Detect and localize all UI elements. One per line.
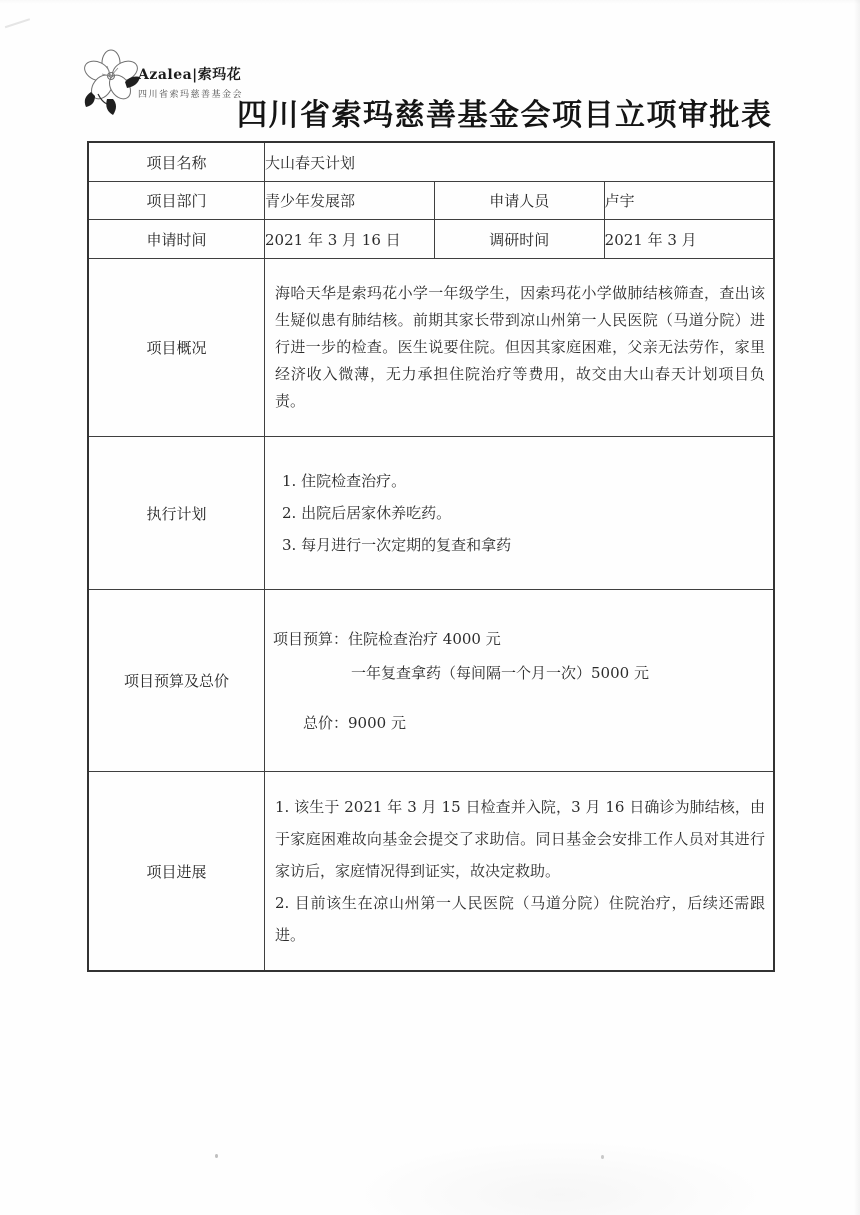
progress-cell <box>265 772 775 972</box>
progress-block <box>265 791 773 951</box>
apply-date-label: 申请时间 <box>88 220 265 259</box>
overview-label: 项目概况 <box>88 259 265 437</box>
progress-item: 2. 目前该生在凉山州第一人民医院（马道分院）住院治疗，后续还需跟进。 <box>275 894 765 944</box>
plan-list <box>265 465 773 561</box>
plan-label: 执行计划 <box>88 437 265 590</box>
table-row <box>88 772 774 972</box>
table-row <box>88 182 774 220</box>
budget-total: 总价：9000 元 <box>303 713 406 732</box>
table-row <box>88 142 774 182</box>
department-value: 青少年发展部 <box>265 182 435 220</box>
apply-date-value: 2021 年 3 月 16 日 <box>265 220 435 259</box>
scan-smudge <box>5 18 33 37</box>
progress-label: 项目进展 <box>88 772 265 972</box>
budget-cell <box>265 590 775 772</box>
overview-cell <box>265 259 775 437</box>
table-row <box>88 220 774 259</box>
plan-item: 1. 住院检查治疗。 <box>282 472 407 490</box>
research-date-value: 2021 年 3 月 <box>604 220 774 259</box>
budget-line-hospital: 项目预算：住院检查治疗 4000 元 <box>273 629 501 648</box>
page-title: 四川省索玛慈善基金会项目立项审批表 <box>237 98 773 133</box>
azalea-flower-icon <box>80 48 142 116</box>
approval-form-table <box>87 141 775 972</box>
budget-label: 项目预算及总价 <box>88 590 265 772</box>
budget-line-followup: 一年复查拿药（每间隔一个月一次）5000 元 <box>351 663 649 682</box>
research-date-label: 调研时间 <box>434 220 604 259</box>
plan-item: 3. 每月进行一次定期的复查和拿药 <box>282 536 512 554</box>
logo-org-name: 四川省索玛慈善基金会 <box>138 90 244 100</box>
table-row <box>88 590 774 772</box>
overview-text: 海哈天华是索玛花小学一年级学生，因索玛花小学做肺结核筛查，查出该生疑似患有肺结核。前期其家长带到凉山州第一人民医院（马道分院）进行进一步的检查。医生说要住院。但因其家庭困难，父亲无法劳作，家里经济收入微薄，无力承担住院治疗等费用，故交由大山春天计划项目负责。 <box>275 284 765 410</box>
plan-cell <box>265 437 775 590</box>
project-name-label: 项目名称 <box>88 142 265 182</box>
logo-brand-name: Azalea|索玛花 <box>138 67 242 83</box>
applicant-label: 申请人员 <box>434 182 604 220</box>
project-name-value: 大山春天计划 <box>265 142 775 182</box>
scan-speck <box>215 1154 218 1158</box>
progress-item: 1. 该生于 2021 年 3 月 15 日检查并入院，3 月 16 日确诊为肺结核，由于家庭困难故向基金会提交了求助信。同日基金会安排工作人员对其进行家访后，家庭情况得到证实，故决定救助。 <box>275 798 765 880</box>
logo-text <box>138 64 243 100</box>
department-label: 项目部门 <box>88 182 265 220</box>
budget-block <box>265 622 773 740</box>
scan-speck <box>601 1155 604 1159</box>
foundation-logo <box>80 48 243 116</box>
table-row <box>88 259 774 437</box>
table-row <box>88 437 774 590</box>
applicant-value: 卢宇 <box>604 182 774 220</box>
plan-item: 2. 出院后居家休养吃药。 <box>282 504 452 522</box>
